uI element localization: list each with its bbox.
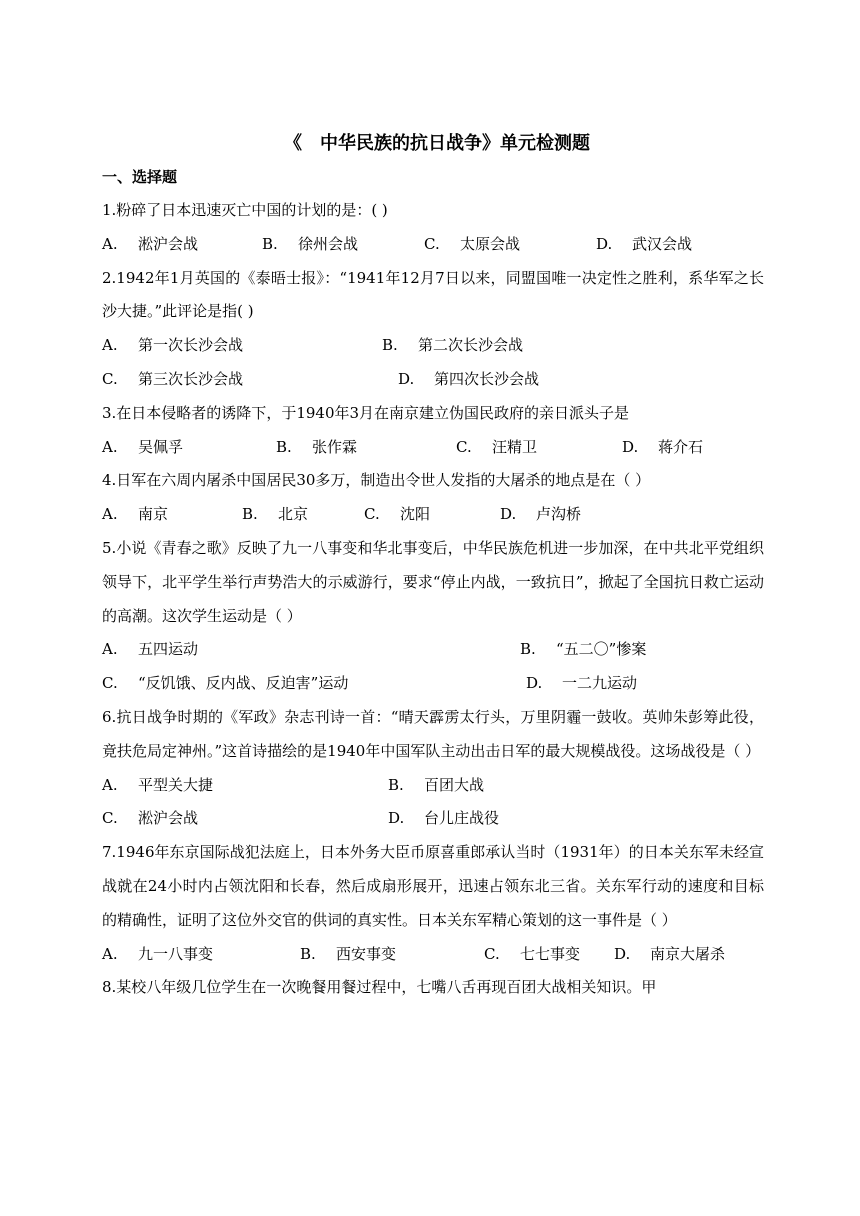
options-row: [102, 363, 764, 397]
option-a[interactable]: A. 淞沪会战: [102, 234, 199, 253]
question-8: [102, 971, 764, 1005]
question-text: 6.抗日战争时期的《军政》杂志刊诗一首：“晴天霹雳太行头，万里阴霾一鼓收。英帅朱彭筹此役，竟扶危局定神州。”这首诗描绘的是1940年中国军队主动出击日军的最大规模战役。这场战役是（ ）: [102, 707, 764, 760]
option-a[interactable]: A. 第一次长沙会战: [102, 336, 244, 355]
page-title: 《 中华民族的抗日战争》单元检测题: [284, 133, 590, 154]
question-text: 7.1946年东京国际战犯法庭上，日本外务大臣币原喜重郎承认当时（1931年）的日本关东军未经宣战就在24小时内占领沈阳和长春，然后成扇形展开，迅速占领东北三省。关东军行动的速度和目标的精确性，证明了这位外交官的供词的真实性。日本关东军精心策划的这一事件是（ ）: [102, 843, 764, 929]
options-row: [102, 228, 764, 262]
option-d[interactable]: D. 卢沟桥: [500, 505, 582, 524]
question-3: [102, 397, 764, 465]
question-4: [102, 464, 764, 532]
options-row: [102, 633, 764, 667]
section-heading: 一、选择题: [102, 168, 178, 186]
options-row: [102, 431, 764, 465]
options-row: [102, 802, 764, 836]
option-b[interactable]: B. “五二〇”惨案: [520, 640, 647, 659]
question-2: [102, 262, 764, 397]
options-row: [102, 769, 764, 803]
options-row: [102, 498, 764, 532]
question-text: 3.在日本侵略者的诱降下，于1940年3月在南京建立伪国民政府的亲日派头子是: [102, 403, 630, 422]
question-text: 2.1942年1月英国的《泰晤士报》：“1941年12月7日以来，同盟国唯一决定性之胜利，系华军之长沙大捷。”此评论是指( ): [102, 268, 764, 321]
option-d[interactable]: D. 南京大屠杀: [614, 944, 726, 963]
option-d[interactable]: D. 一二九运动: [526, 674, 638, 693]
options-row: [102, 667, 764, 701]
option-a[interactable]: A. 九一八事变: [102, 944, 214, 963]
question-text: 1.粉碎了日本迅速灭亡中国的计划的是：( ): [102, 201, 388, 219]
option-d[interactable]: D. 台儿庄战役: [388, 809, 500, 828]
option-a[interactable]: A. 南京: [102, 505, 169, 524]
options-row: [102, 329, 764, 363]
option-a[interactable]: A. 吴佩孚: [102, 437, 184, 456]
question-text: 5.小说《青春之歌》反映了九一八事变和华北事变后，中华民族危机进一步加深，在中共北平党组织领导下，北平学生举行声势浩大的示威游行，要求“停止内战，一致抗日”，掀起了全国抗日救亡运动的高潮。这次学生运动是（ ）: [102, 538, 764, 625]
question-text: 4.日军在六周内屠杀中国居民30多万，制造出令世人发指的大屠杀的地点是在（ ）: [102, 471, 651, 490]
exam-page: [102, 128, 764, 1005]
option-b[interactable]: B. 西安事变: [300, 944, 397, 963]
option-b[interactable]: B. 徐州会战: [262, 234, 359, 253]
question-6: [102, 701, 764, 836]
question-7: [102, 836, 764, 971]
option-b[interactable]: B. 百团大战: [388, 775, 485, 794]
option-c[interactable]: C. 太原会战: [424, 234, 521, 253]
option-a[interactable]: A. 五四运动: [102, 640, 199, 659]
option-d[interactable]: D. 第四次长沙会战: [398, 369, 540, 388]
option-d[interactable]: D. 蒋介石: [622, 437, 704, 456]
option-c[interactable]: C. 淞沪会战: [102, 809, 199, 828]
option-c[interactable]: C. “反饥饿、反内战、反迫害”运动: [102, 674, 349, 693]
question-text: 8.某校八年级几位学生在一次晚餐用餐过程中，七嘴八舌再现百团大战相关知识。甲: [102, 978, 657, 997]
question-5: [102, 532, 764, 701]
question-1: [102, 194, 764, 262]
option-c[interactable]: C. 沈阳: [364, 505, 431, 524]
options-row: [102, 938, 764, 972]
option-d[interactable]: D. 武汉会战: [596, 234, 693, 253]
option-c[interactable]: C. 汪精卫: [456, 437, 538, 456]
option-a[interactable]: A. 平型关大捷: [102, 775, 214, 794]
option-b[interactable]: B. 北京: [242, 505, 309, 524]
option-c[interactable]: C. 第三次长沙会战: [102, 369, 244, 388]
option-b[interactable]: B. 张作霖: [276, 437, 358, 456]
option-b[interactable]: B. 第二次长沙会战: [382, 336, 524, 355]
option-c[interactable]: C. 七七事变: [484, 944, 581, 963]
